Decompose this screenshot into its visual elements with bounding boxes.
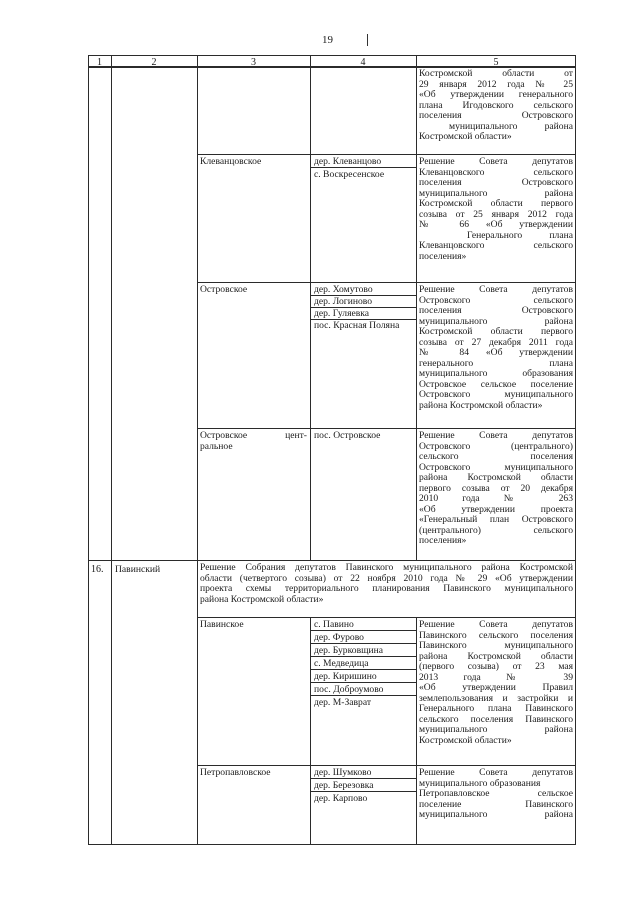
place-item: пос. Островское xyxy=(314,430,381,441)
decision-text-pavinskoe: Решение Совета депутатов Павинского сельского поселения Павинского муниципального района Костромской области (первого созыва) от 23 мая 2013 года № 39 «Об утверждении Правил землепользования и застройки и Генерального плана Павинского сельского поселения Павинского муниципального района Костромской области» xyxy=(419,619,573,746)
decision-text-igodovskoe: Костромской области от 29 января 2012 года № 25 «Об утверждении генерального плана Игодовского сельского поселения Островского муниципального района Костромской области» xyxy=(419,68,573,142)
header-col-2: 2 xyxy=(151,57,157,68)
place-item: дер. Шумково xyxy=(314,767,372,778)
place-item: пос. Красная Поляна xyxy=(314,320,400,331)
place-item: дер. Киришино xyxy=(314,671,377,682)
decision-text-petropavlovskoe: Решение Совета депутатов муниципального образования Петропавловское сельское поселение Павинского муниципального района xyxy=(419,767,573,820)
place-item: дер. Карпово xyxy=(314,793,368,804)
settlements-table xyxy=(88,55,576,845)
margin-mark xyxy=(367,34,368,46)
place-item: дер. Клеванцово xyxy=(314,156,382,167)
place-item: дер. Хомутово xyxy=(314,284,373,295)
place-item: дер. Гуляевка xyxy=(314,308,370,319)
header-col-3: 3 xyxy=(251,57,256,68)
place-item: с. Медведица xyxy=(314,658,369,669)
decision-text-ostrovskoe-central: Решение Совета депутатов Островского (центрального) сельского поселения Островского муниципального района Костромской области первого созыва от 20 декабря 2010 года № 263 «Об утверждении проекта «Генеральный план Островского (центрального) сельского поселения» xyxy=(419,430,573,546)
page-number: 19 xyxy=(322,34,333,46)
settlement-petropavlovskoe: Петропавловское xyxy=(200,767,271,778)
row-index: 16. xyxy=(91,564,104,575)
place-item: дер. Логиново xyxy=(314,296,373,307)
place-item: с. Павино xyxy=(314,619,354,630)
header-col-4: 4 xyxy=(360,57,366,68)
header-col-1: 1 xyxy=(97,57,102,68)
settlement-klevantsovskoe: Клеванцовское xyxy=(200,156,262,167)
place-item: дер. Бурковщина xyxy=(314,645,384,656)
settlement-pavinskoe: Павинское xyxy=(200,619,244,630)
decision-text-klevantsovskoe: Решение Совета депутатов Клеванцовского сельского поселения Островского муниципального района Костромской области первого созыва от 25 января 2012 года № 66 «Об утверждении Генерального плана Клеванцовского сельского поселения» xyxy=(419,156,573,262)
place-item: с. Воскресенское xyxy=(314,169,385,180)
decision-text-ostrovskoe: Решение Совета депутатов Островского сельского поселения Островского муниципального района Костромской области первого созыва от 27 декабря 2011 года № 84 «Об утверждении генерального плана муниципального образования Островское сельское поселение Островского муниципального района Костромской области» xyxy=(419,284,573,411)
settlement-ostrovskoe: Островское xyxy=(200,284,248,295)
settlement-ostrovskoe-central: Островское цент- ральное xyxy=(200,430,307,452)
place-item: дер. Березовка xyxy=(314,780,374,791)
district-decision-text: Решение Собрания депутатов Павинского муниципального района Костромской области (четвертого созыва) от 22 ноября 2010 года № 29 «Об утверждении проекта схемы территориального планирования Павинского муниципального района Костромской области» xyxy=(200,562,573,605)
place-item: пос. Доброумово xyxy=(314,684,384,695)
place-item: дер. Фурово xyxy=(314,632,364,643)
header-col-5: 5 xyxy=(493,57,499,68)
place-item: дер. М-Заврат xyxy=(314,697,372,708)
district-name: Павинский xyxy=(115,564,161,575)
